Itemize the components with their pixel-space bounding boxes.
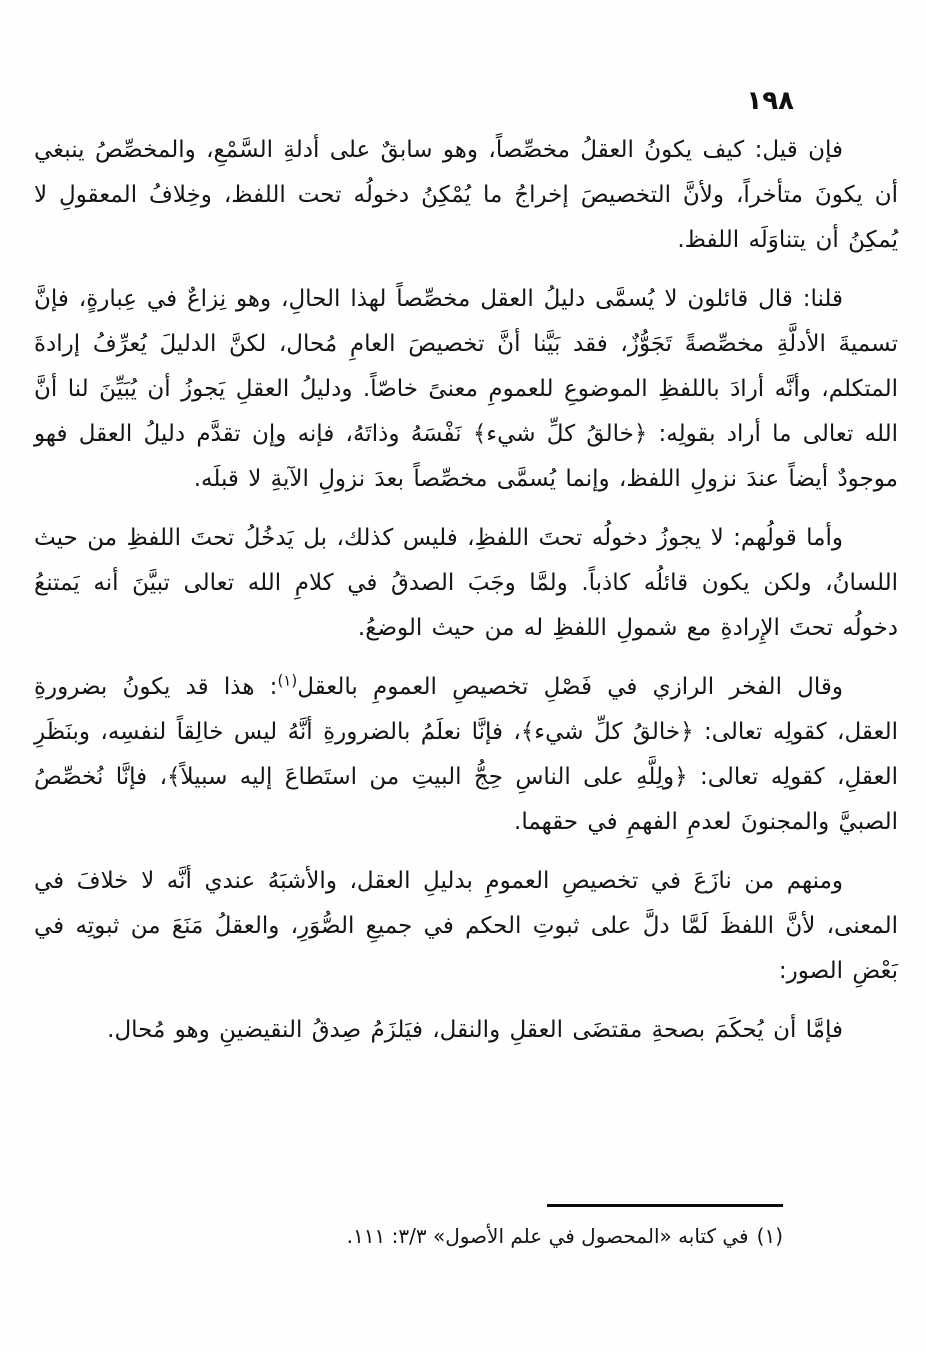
footnote-marker-inline: (١) [277, 671, 298, 690]
footnote-separator-rule [547, 1204, 783, 1207]
paragraph-conclusion: فإمَّا أن يُحكَمَ بصحةِ مقتضَى العقلِ والنقل، فيَلزَمُ صِدقُ النقيضينِ وهو مُحال. [107, 1017, 843, 1043]
footnote-area [273, 1204, 783, 1251]
footnote-marker: (١) [756, 1224, 783, 1248]
footnote-text: في كتابه «المحصول في علم الأصول» ٣/٣: ١١١. [346, 1224, 749, 1248]
paragraph-fakhr-al-razi [34, 665, 898, 845]
paragraph-objection: فإن قيل: كيف يكونُ العقلُ مخصِّصاً، وهو سابقٌ على أدلةِ السَّمْعِ، والمخصِّصُ ينبغي أن يكونَ متأخراً، ولأنَّ التخصيصَ إخراجُ ما يُمْكِنُ دخولُه تحت اللفظ، وخِلافُ المعقولِ لا يُمكِنُ أن يتناوَلَه اللفظ. [34, 137, 898, 253]
paragraph-text-before-footnote-marker: وقال الفخر الرازي في فَصْلِ تخصيصِ العمومِ بالعقل [297, 674, 843, 700]
footnote [273, 1221, 783, 1251]
paragraph-reply: قلنا: قال قائلون لا يُسمَّى دليلُ العقل مخصِّصاً لهذا الحالِ، وهو نِزاعٌ في عِبارةٍ، فإنَّ تسميةَ الأدلَّةِ مخصِّصةً تَجَوُّزٌ، فقد بَيَّنا أنَّ تخصيصَ العامِ مُحال، لكنَّ الدليلَ يُعرِّفُ إرادةَ المتكلم، وأنَّه أرادَ باللفظِ الموضوعِ للعمومِ معنىً خاصّاً. ودليلُ العقلِ يَجوزُ أن يُبَيِّنَ لنا أنَّ الله تعالى ما أراد بقولِه: ﴿خالقُ كلِّ شيء﴾ نَفْسَهُ وذاتَهُ، فإنه وإن تقدَّم دليلُ العقل فهو موجودٌ أيضاً عندَ نزولِ اللفظ، وإنما يُسمَّى مخصِّصاً بعدَ نزولِ الآيةِ لا قبلَه. [34, 286, 898, 492]
page-number: ١٩٨ [746, 86, 794, 116]
paragraph-their-statement: وأما قولُهم: لا يجوزُ دخولُه تحتَ اللفظِ، فليس كذلك، بل يَدخُلُ تحتَ اللفظِ من حيث اللسانُ، ولكن يكون قائلُه كاذباً. ولمَّا وجَبَ الصدقُ في كلامِ الله تعالى تبيَّنَ أنه يَمتنعُ دخولُه تحتَ الإِرادةِ مع شمولِ اللفظِ له من حيث الوضعُ. [34, 525, 898, 641]
paragraph-dispute: ومنهم من نازَعَ في تخصيصِ العمومِ بدليلِ العقل، والأشبَهُ عندي أنَّه لا خلافَ في المعنى، لأنَّ اللفظَ لَمَّا دلَّ على ثبوتِ الحكم في جميعِ الصُّوَرِ، والعقلُ مَنَعَ من ثبوتِه في بَعْضِ الصور: [34, 868, 898, 984]
paragraph-text-after-footnote-marker: : هذا قد يكونُ بضرورةِ العقل، كقولِه تعالى: ﴿خالقُ كلِّ شيء﴾، فإنَّا نعلَمُ بالضرورةِ أنَّهُ ليس خالِقاً لنفسِه، وبنَظَرِ العقلِ، كقولِه تعالى: ﴿ولِلَّهِ على الناسِ حِجُّ البيتِ من استَطاعَ إليه سبيلاً﴾، فإنَّا نُخصِّصُ الصبيَّ والمجنونَ لعدمِ الفهمِ في حقهما. [34, 674, 898, 835]
body-text-block [34, 128, 898, 1067]
